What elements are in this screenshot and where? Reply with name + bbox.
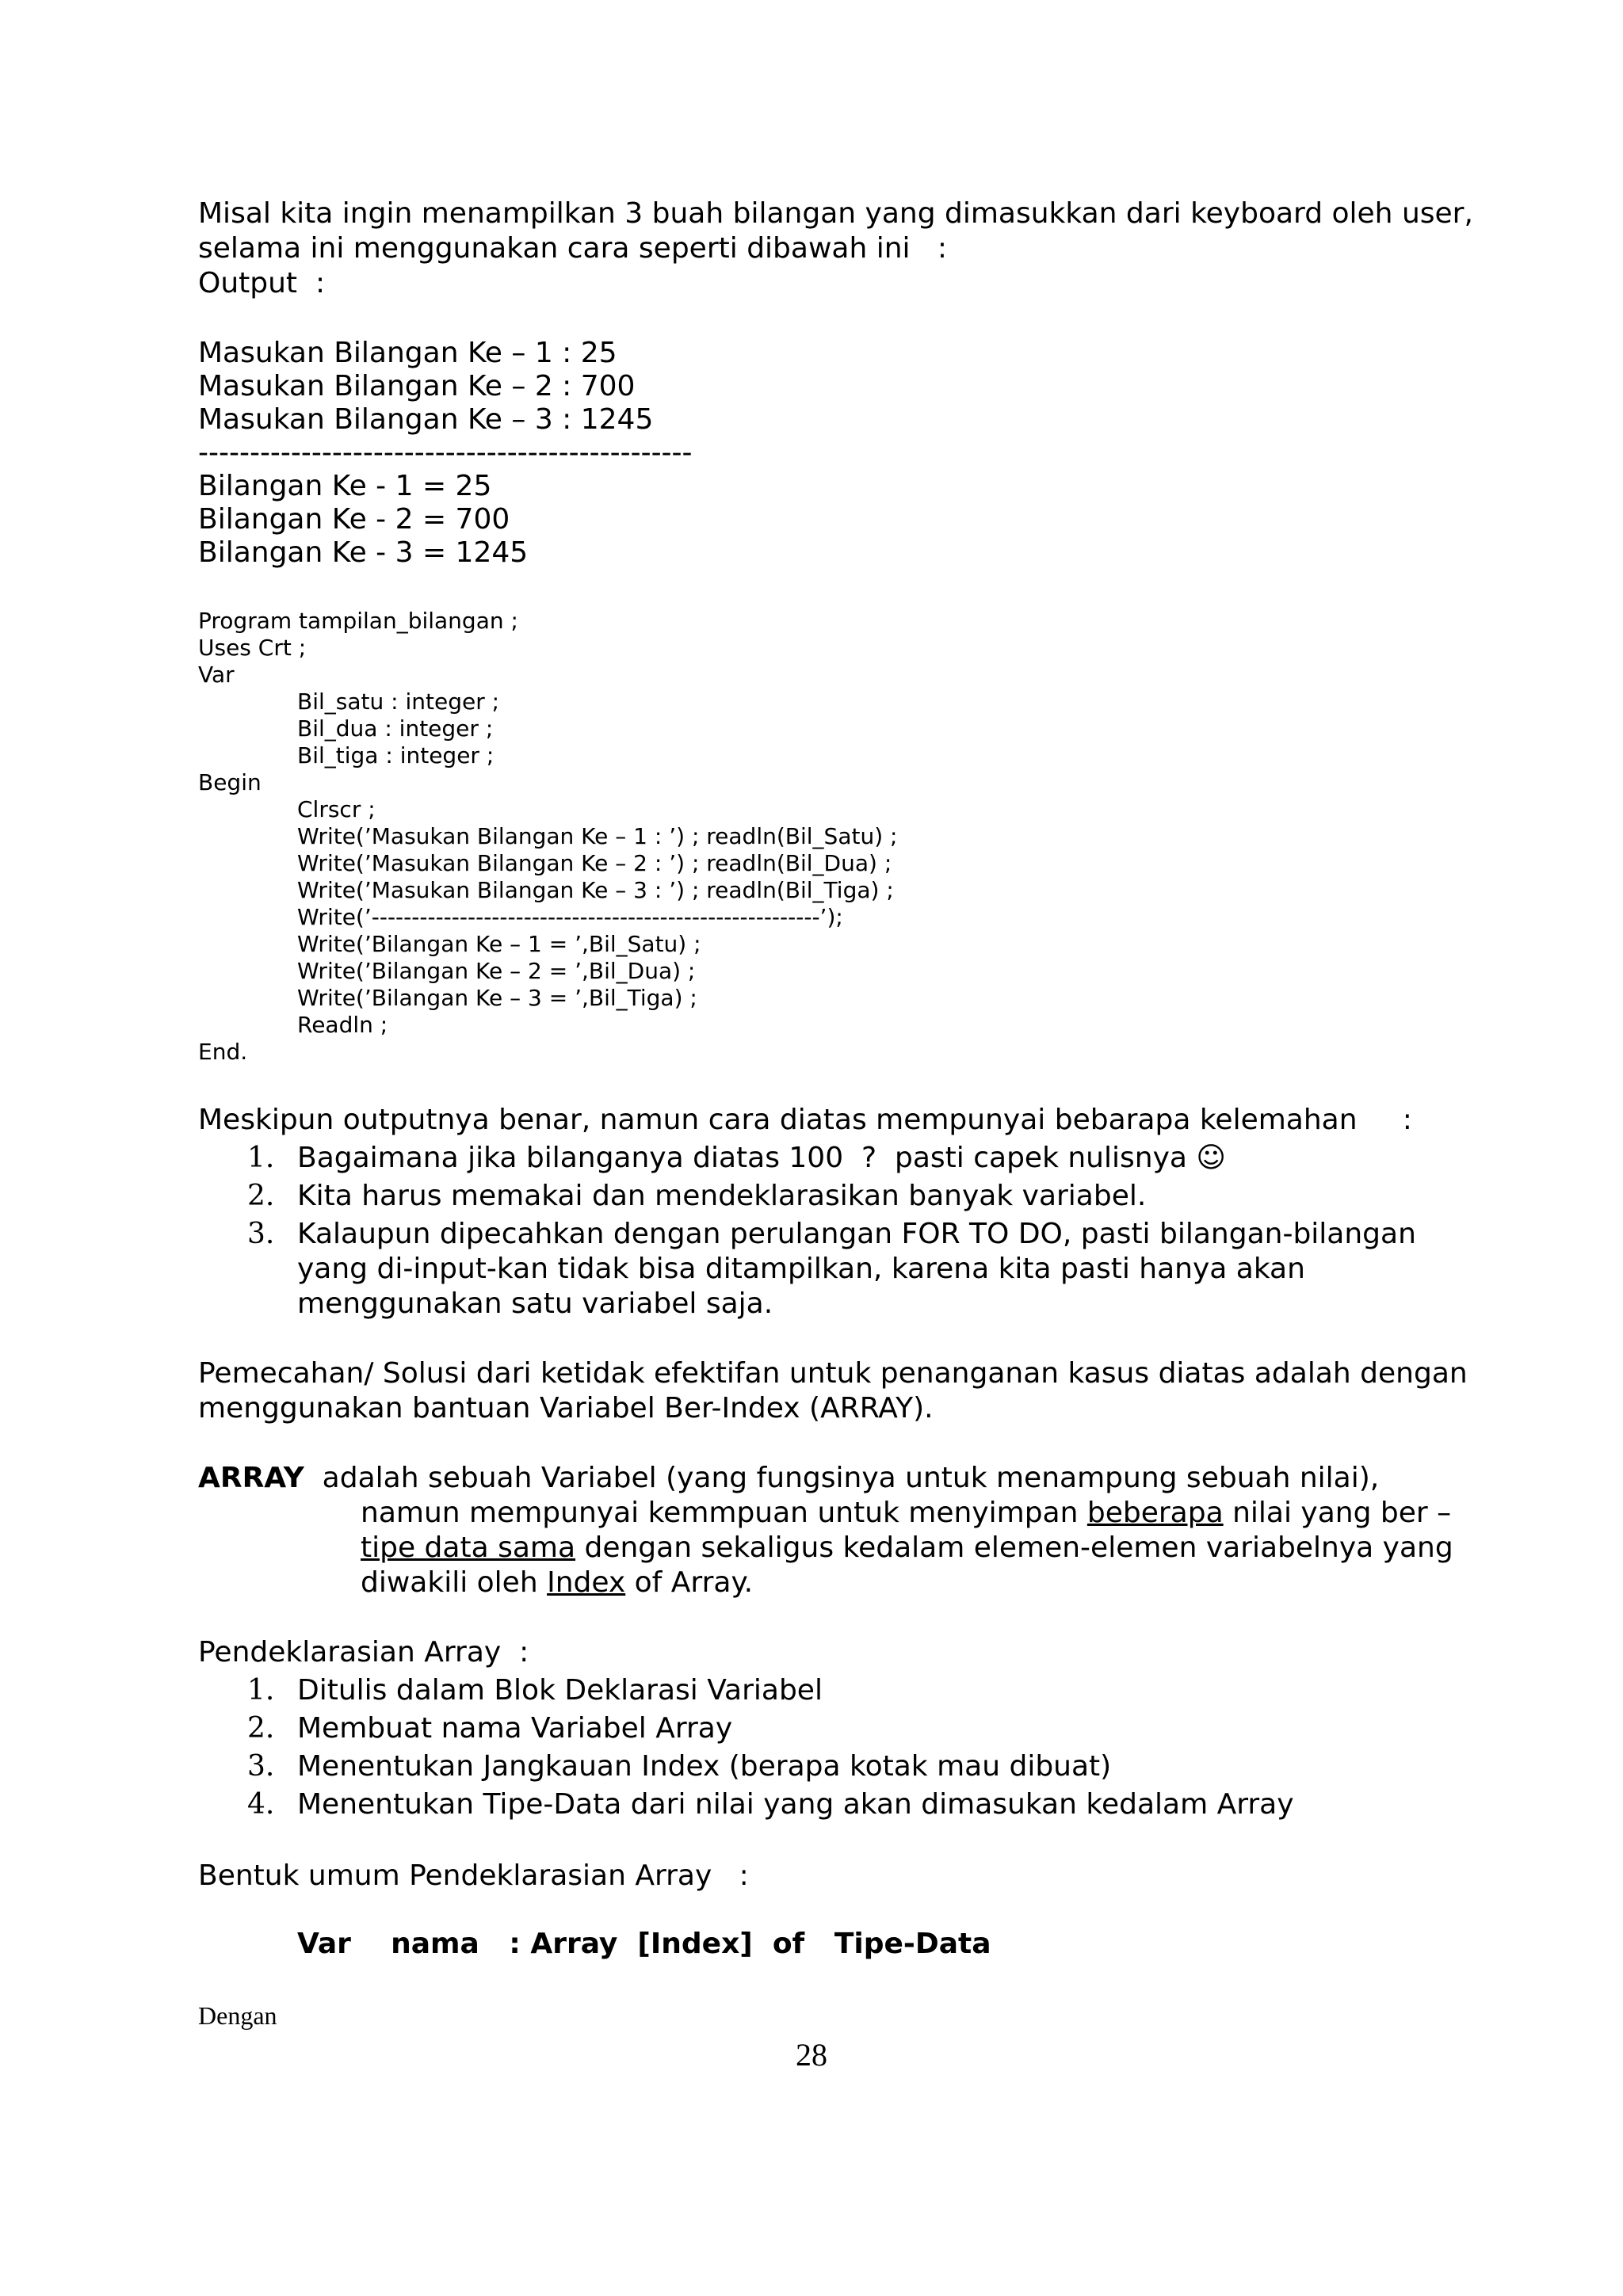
solution-line-1: Pemecahan/ Solusi dari ketidak efektifan untuk penanganan kasus diatas adalah dengan [198, 1357, 1468, 1390]
code-line: Write(’--------------------------------------------------------’); [297, 904, 843, 930]
list-item: Bagaimana jika bilanganya diatas 100 ? pasti capek nulisnya ☺ [297, 1142, 1226, 1174]
code-line: Write(’Bilangan Ke – 3 = ’,Bil_Tiga) ; [297, 985, 697, 1011]
code-line: Uses Crt ; [198, 635, 307, 661]
output-line: Bilangan Ke - 1 = 25 [198, 470, 492, 502]
code-line: Var [198, 662, 235, 688]
intro-line-2: selama ini menggunakan cara seperti dibawah ini : [198, 232, 947, 265]
array-definition-line-2: namun mempunyai kemmpuan untuk menyimpan beberapa nilai yang ber – [361, 1497, 1452, 1529]
code-line: End. [198, 1039, 248, 1065]
list-number: 4. [247, 1788, 275, 1821]
general-form-intro: Bentuk umum Pendeklarasian Array : [198, 1859, 749, 1892]
array-definition-line-4: diwakili oleh Index of Array. [361, 1566, 754, 1599]
code-line: Write(’Bilangan Ke – 1 = ’,Bil_Satu) ; [297, 931, 701, 957]
code-line: Clrscr ; [297, 796, 376, 822]
intro-line-3: Output : [198, 267, 326, 299]
weakness-intro: Meskipun outputnya benar, namun cara diatas mempunyai bebarapa kelemahan : [198, 1104, 1412, 1136]
array-definition-line-1: ARRAY adalah sebuah Variabel (yang fungsinya untuk menampung sebuah nilai), [198, 1462, 1380, 1494]
list-item: Menentukan Jangkauan Index (berapa kotak mau dibuat) [297, 1750, 1112, 1783]
output-line: Bilangan Ke - 3 = 1245 [198, 536, 529, 569]
array-definition-line-3: tipe data sama dengan sekaligus kedalam elemen-elemen variabelnya yang [361, 1531, 1453, 1564]
list-number: 3. [247, 1750, 275, 1783]
dengan-text: Dengan [198, 2001, 277, 2030]
output-line: Masukan Bilangan Ke – 3 : 1245 [198, 403, 654, 436]
list-number: 1. [247, 1674, 275, 1707]
output-line: Masukan Bilangan Ke – 1 : 25 [198, 337, 617, 369]
list-number: 3. [247, 1218, 275, 1250]
output-line: Masukan Bilangan Ke – 2 : 700 [198, 370, 636, 402]
list-item: Kita harus memakai dan mendeklarasikan banyak variabel. [297, 1180, 1147, 1212]
code-line: Bil_dua : integer ; [297, 715, 494, 742]
intro-line-1: Misal kita ingin menampilkan 3 buah bilangan yang dimasukkan dari keyboard oleh user, [198, 197, 1473, 230]
output-line: Bilangan Ke - 2 = 700 [198, 503, 510, 536]
code-line: Bil_tiga : integer ; [297, 742, 495, 769]
list-item: Menentukan Tipe-Data dari nilai yang akan dimasukan kedalam Array [297, 1788, 1294, 1821]
code-line: Bil_satu : integer ; [297, 688, 500, 715]
list-number: 2. [247, 1180, 275, 1212]
code-line: Write(’Bilangan Ke – 2 = ’,Bil_Dua) ; [297, 958, 696, 984]
code-line: Write(’Masukan Bilangan Ke – 1 : ’) ; readln(Bil_Satu) ; [297, 823, 898, 849]
code-line: Write(’Masukan Bilangan Ke – 3 : ’) ; readln(Bil_Tiga) ; [297, 877, 894, 903]
code-line: Readln ; [297, 1012, 388, 1038]
code-line: Program tampilan_bilangan ; [198, 608, 518, 634]
list-item-cont: yang di-input-kan tidak bisa ditampilkan, karena kita pasti hanya akan [297, 1253, 1305, 1285]
array-term: ARRAY [198, 1462, 304, 1494]
list-number: 1. [247, 1142, 275, 1174]
code-line: Write(’Masukan Bilangan Ke – 2 : ’) ; readln(Bil_Dua) ; [297, 850, 892, 876]
page-number: 28 [796, 2037, 827, 2073]
output-separator: ------------------------------------------------ [198, 437, 693, 469]
general-form-syntax: Var nama : Array [Index] of Tipe-Data [297, 1928, 991, 1960]
list-item-cont: menggunakan satu variabel saja. [297, 1287, 773, 1320]
list-item: Kalaupun dipecahkan dengan perulangan FOR TO DO, pasti bilangan-bilangan [297, 1218, 1416, 1250]
code-line: Begin [198, 769, 262, 795]
list-item: Ditulis dalam Blok Deklarasi Variabel [297, 1674, 823, 1707]
declaration-intro: Pendeklarasian Array : [198, 1636, 529, 1669]
list-number: 2. [247, 1712, 275, 1745]
solution-line-2: menggunakan bantuan Variabel Ber-Index (ARRAY). [198, 1392, 934, 1425]
list-item: Membuat nama Variabel Array [297, 1712, 733, 1745]
